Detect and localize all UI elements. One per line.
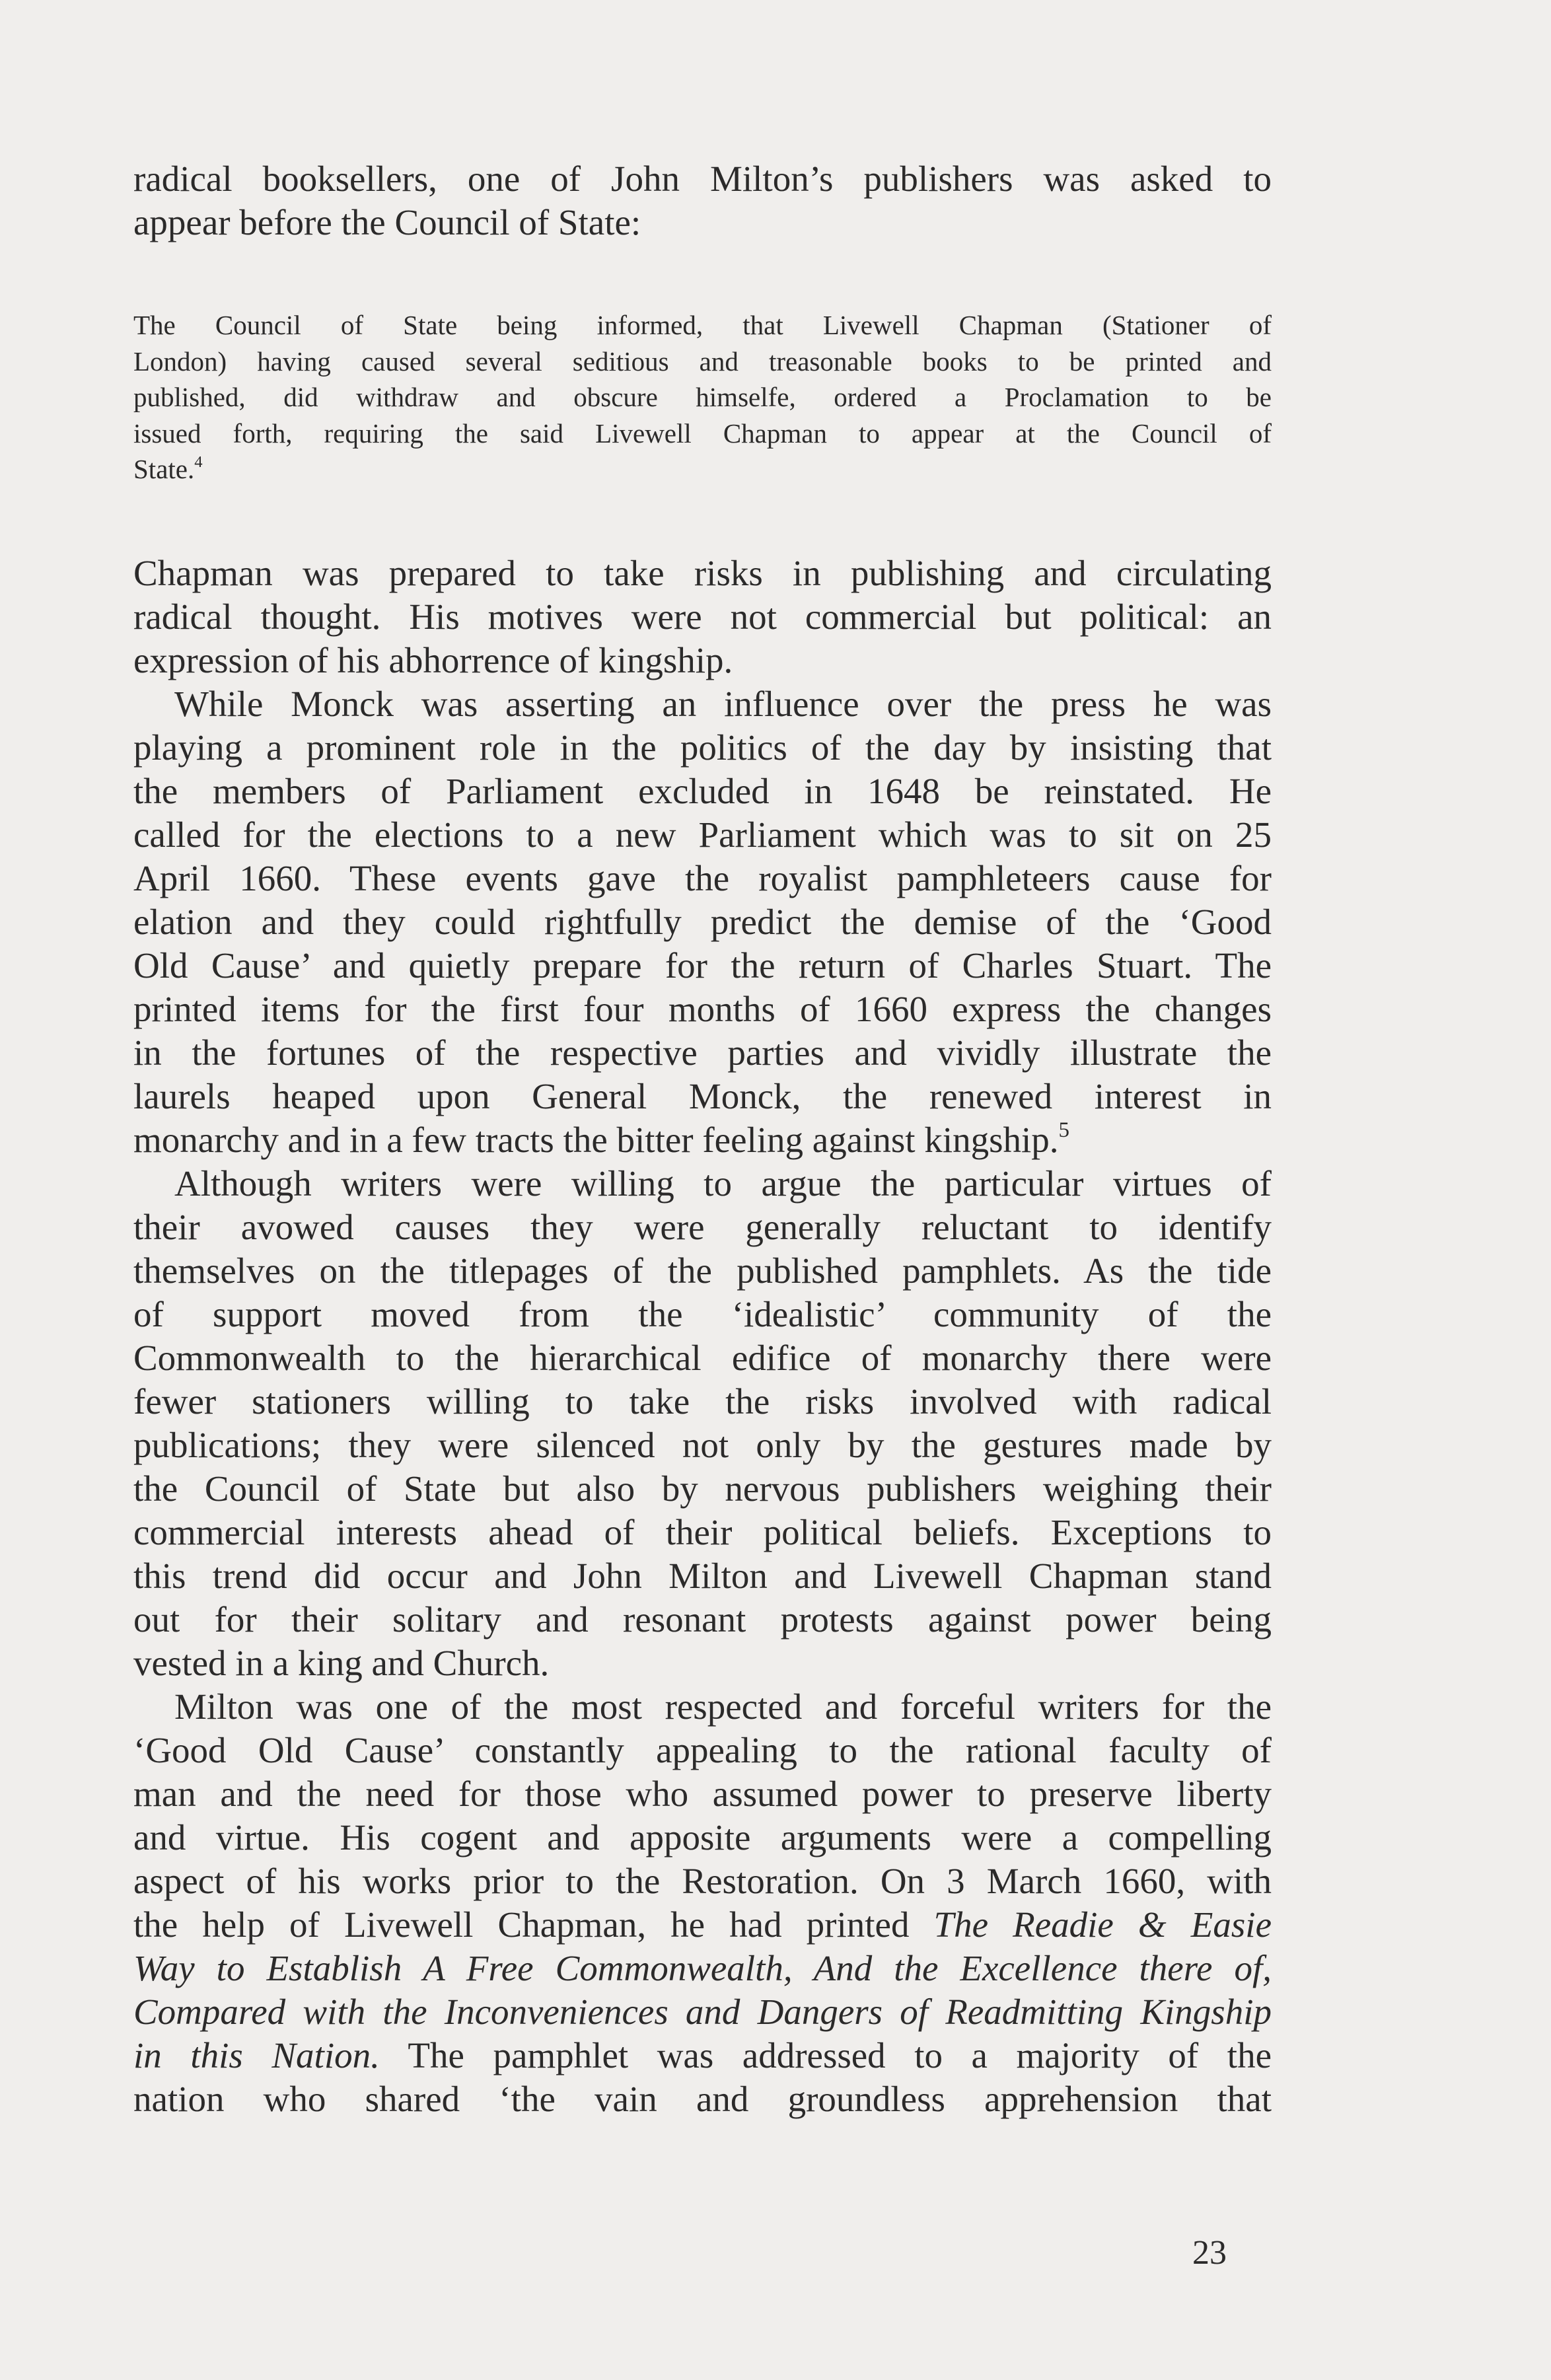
footnote-marker: 5	[1058, 1118, 1070, 1142]
text-line	[133, 857, 1272, 900]
text-run: While Monck was asserting an influence over the press he was	[174, 684, 1272, 724]
block-quote	[133, 307, 1272, 487]
text-line	[133, 1729, 1272, 1772]
text-run: their avowed causes they were generally reluctant to identify	[133, 1207, 1272, 1247]
text-line	[133, 1990, 1272, 2034]
text-run: Chapman was prepared to take risks in publishing and circulating	[133, 553, 1272, 593]
text-line	[133, 1903, 1272, 1947]
text-line	[133, 1641, 1272, 1685]
text-line	[133, 552, 1272, 595]
text-line	[133, 1206, 1272, 1249]
text-line	[133, 726, 1272, 770]
italic-title-text: Compared with the Inconveniences and Dangers of Readmitting Kingship	[133, 1992, 1272, 2032]
text-line	[133, 1162, 1272, 1206]
text-run: radical thought. His motives were not commercial but political: an	[133, 596, 1272, 637]
text-run: Milton was one of the most respected and forceful writers for the	[174, 1686, 1272, 1727]
text-line	[133, 1511, 1272, 1554]
text-line	[133, 682, 1272, 726]
paragraph	[133, 682, 1272, 1162]
text-line	[133, 157, 1272, 201]
text-run: man and the need for those who assumed power to preserve liberty	[133, 1774, 1272, 1814]
text-run: Old Cause’ and quietly prepare for the return of Charles Stuart. The	[133, 945, 1272, 986]
text-line	[133, 343, 1272, 380]
text-run: called for the elections to a new Parliament which was to sit on 25	[133, 814, 1272, 855]
text-run: vested in a king and Church.	[133, 1643, 550, 1683]
text-line	[133, 1031, 1272, 1075]
text-run: London) having caused several seditious and treasonable books to be printed and	[133, 345, 1272, 377]
text-line	[133, 1336, 1272, 1380]
text-run: playing a prominent role in the politics of the day by insisting that	[133, 727, 1272, 768]
opening-paragraph	[133, 157, 1272, 244]
text-line	[133, 813, 1272, 857]
text-line	[133, 1772, 1272, 1816]
text-line	[133, 1598, 1272, 1641]
text-run: the members of Parliament excluded in 1648 be reinstated. He	[133, 771, 1272, 811]
text-line	[133, 2077, 1272, 2121]
italic-title-text: The Readie & Easie	[933, 1904, 1272, 1945]
text-run: April 1660. These events gave the royalist pamphleteers cause for	[133, 858, 1272, 898]
italic-title-text: in this Nation.	[133, 2035, 380, 2075]
text-line	[133, 415, 1272, 452]
text-run: appear before the Council of State:	[133, 202, 641, 242]
text-run: published, did withdraw and obscure himselfe, ordered a Proclamation to be	[133, 382, 1272, 413]
text-run: The Council of State being informed, that Livewell Chapman (Stationer of	[133, 310, 1272, 340]
text-line	[133, 2034, 1272, 2077]
text-run: and virtue. His cogent and apposite arguments were a compelling	[133, 1817, 1272, 1857]
text-line	[133, 1554, 1272, 1598]
text-run: fewer stationers willing to take the risks involved with radical	[133, 1381, 1272, 1422]
text-line	[133, 1685, 1272, 1729]
text-line	[133, 379, 1272, 415]
text-line	[133, 944, 1272, 988]
text-run: expression of his abhorrence of kingship.	[133, 640, 733, 680]
text-run: monarchy and in a few tracts the bitter feeling against kingship.	[133, 1120, 1059, 1160]
text-line	[133, 1816, 1272, 1859]
text-run: commercial interests ahead of their political beliefs. Exceptions to	[133, 1512, 1272, 1552]
text-run: printed items for the first four months of 1660 express the changes	[133, 989, 1272, 1029]
text-run: issued forth, requiring the said Livewell Chapman to appear at the Council of	[133, 417, 1272, 449]
text-line	[133, 1424, 1272, 1467]
footnote-marker: 4	[194, 453, 203, 472]
text-run: themselves on the titlepages of the published pamphlets. As the tide	[133, 1250, 1272, 1291]
text-run: elation and they could rightfully predict the demise of the ‘Good	[133, 902, 1272, 942]
text-line	[133, 1947, 1272, 1990]
text-run: The pamphlet was addressed to a majority of the	[379, 2035, 1272, 2075]
text-line	[133, 1118, 1272, 1162]
text-run: Although writers were willing to argue the particular virtues of	[174, 1163, 1272, 1204]
text-line	[133, 639, 1272, 682]
paragraph	[133, 552, 1272, 682]
text-line	[133, 1859, 1272, 1903]
text-run: State.	[133, 454, 195, 485]
text-run: the Council of State but also by nervous publishers weighing their	[133, 1468, 1272, 1509]
text-line	[133, 451, 1272, 487]
paragraph	[133, 1162, 1272, 1685]
text-line	[133, 1467, 1272, 1511]
text-line	[133, 900, 1272, 944]
text-run: Commonwealth to the hierarchical edifice of monarchy there were	[133, 1338, 1272, 1378]
text-line	[133, 770, 1272, 813]
italic-title-text: Way to Establish A Free Commonwealth, And the Excellence there of,	[133, 1948, 1272, 1988]
text-run: this trend did occur and John Milton and Livewell Chapman stand	[133, 1556, 1272, 1596]
text-line	[133, 1380, 1272, 1424]
paragraph	[133, 1685, 1272, 2121]
text-run: laurels heaped upon General Monck, the renewed interest in	[133, 1076, 1272, 1116]
text-run: radical booksellers, one of John Milton’s publishers was asked to	[133, 159, 1272, 199]
text-line	[133, 988, 1272, 1031]
page-number: 23	[1192, 2234, 1227, 2272]
text-line	[133, 595, 1272, 639]
text-line	[133, 1075, 1272, 1118]
text-run: publications; they were silenced not only by the gestures made by	[133, 1425, 1272, 1465]
text-line	[133, 201, 1272, 244]
text-line	[133, 1249, 1272, 1293]
text-run: nation who shared ‘the vain and groundless apprehension that	[133, 2079, 1272, 2119]
text-line	[133, 307, 1272, 343]
body-text	[133, 552, 1272, 2121]
text-run: the help of Livewell Chapman, he had printed	[133, 1904, 934, 1945]
text-run: ‘Good Old Cause’ constantly appealing to the rational faculty of	[133, 1730, 1272, 1770]
text-run: out for their solitary and resonant protests against power being	[133, 1599, 1272, 1640]
text-line	[133, 1293, 1272, 1336]
text-run: of support moved from the ‘idealistic’ community of the	[133, 1294, 1272, 1334]
text-run: in the fortunes of the respective parties and vividly illustrate the	[133, 1032, 1272, 1073]
text-run: aspect of his works prior to the Restoration. On 3 March 1660, with	[133, 1861, 1272, 1901]
